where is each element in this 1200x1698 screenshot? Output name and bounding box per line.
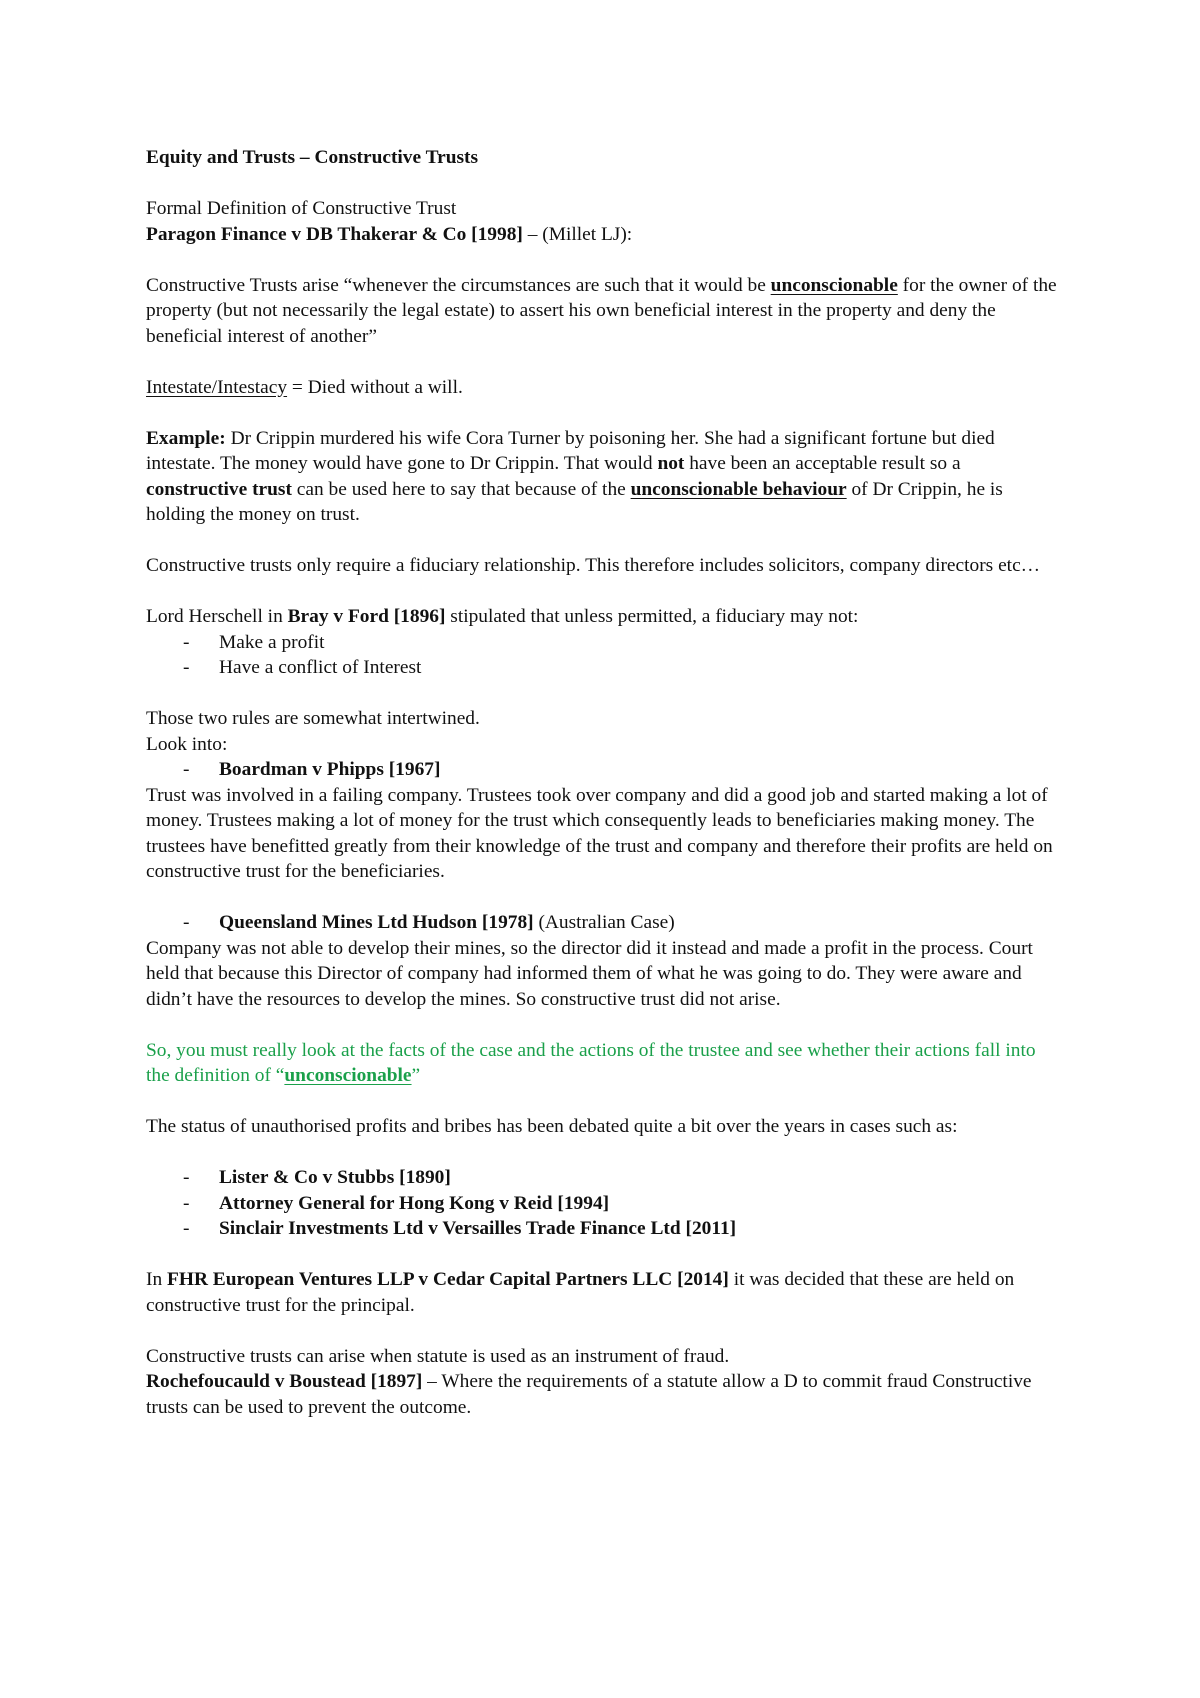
queensland-case-name: Queensland Mines Ltd Hudson [1978] bbox=[219, 912, 534, 933]
paragon-case-line bbox=[146, 222, 1060, 248]
fiduciary-rules-list bbox=[146, 630, 1060, 681]
green-note-key-term: unconscionable bbox=[284, 1065, 412, 1086]
quote-text-2: for the owner of the property (but not necessarily the legal estate) to assert his own beneficial interest in the property and deny the beneficial interest of another” bbox=[146, 274, 1057, 347]
list-item-text: Have a conflict of Interest bbox=[219, 657, 422, 678]
rochefoucauld-case-name: Rochefoucauld v Boustead [1897] bbox=[146, 1371, 423, 1392]
list-item bbox=[146, 1165, 1060, 1191]
example-constructive-trust: constructive trust bbox=[146, 478, 292, 500]
bray-v-ford-case: Bray v Ford [1896] bbox=[287, 606, 446, 627]
green-note bbox=[146, 1038, 1060, 1089]
example-text-3: can be used here to say that because of the bbox=[291, 478, 631, 500]
fhr-paragraph bbox=[146, 1267, 1060, 1318]
list-item-text: Make a profit bbox=[219, 631, 325, 653]
paragon-case-suffix: – (Millet LJ): bbox=[522, 223, 633, 245]
queensland-summary: Company was not able to develop their mines, so the director did it instead and made a profit in the process. Court held that because this Director of company had informed them of what he was going to do. They were aware and didn’t have the resources to develop the mines. So constructive trust did not arise. bbox=[146, 937, 1033, 1010]
herschell-paragraph bbox=[146, 604, 1060, 630]
boardman-case-name: Boardman v Phipps [1967] bbox=[219, 759, 441, 780]
intestate-meaning: = Died without a will. bbox=[287, 376, 463, 398]
definition-quote bbox=[146, 273, 1060, 350]
paragon-case-name: Paragon Finance v DB Thakerar & Co [1998] bbox=[146, 223, 523, 245]
doc-title-text: Equity and Trusts – Constructive Trusts bbox=[146, 147, 479, 168]
list-item bbox=[146, 910, 1060, 936]
green-note-text-1: So, you must really look at the facts of the case and the actions of the trustee and see whether their actions fall into the definition of “ bbox=[146, 1039, 1036, 1086]
case-name: Lister & Co v Stubbs [1890] bbox=[219, 1167, 451, 1188]
case-name: Sinclair Investments Ltd v Versailles Trade Finance Ltd [2011] bbox=[219, 1218, 737, 1239]
intestate-definition bbox=[146, 375, 1060, 401]
dash-bullet: - bbox=[183, 759, 190, 780]
fiduciary-paragraph: Constructive trusts only require a fiduciary relationship. This therefore includes solicitors, company directors etc… bbox=[146, 555, 1041, 576]
look-into-line: Look into: bbox=[146, 733, 228, 755]
dash-bullet: - bbox=[183, 657, 190, 678]
dash-bullet: - bbox=[183, 1192, 190, 1214]
list-item bbox=[146, 630, 1060, 656]
example-not: not bbox=[657, 453, 685, 474]
quote-text-1: Constructive Trusts arise “whenever the circumstances are such that it would be bbox=[146, 274, 771, 296]
intestate-term: Intestate/Intestacy bbox=[146, 376, 288, 398]
green-note-text-2: ” bbox=[411, 1065, 421, 1086]
example-label: Example: bbox=[146, 427, 226, 449]
example-text-1: Dr Crippin murdered his wife Cora Turner by poisoning her. She had a significant fortune but died intestate. The money would have gone to Dr Crippin. That would bbox=[146, 427, 995, 474]
statute-paragraph: Constructive trusts can arise when statute is used as an instrument of fraud. bbox=[146, 1345, 730, 1367]
list-item bbox=[146, 1216, 1060, 1242]
case-name: Attorney General for Hong Kong v Reid [1994] bbox=[219, 1192, 610, 1214]
example-text-2: have been an acceptable result so a bbox=[684, 453, 961, 474]
fhr-case-name: FHR European Ventures LLP v Cedar Capital Partners LLC [2014] bbox=[167, 1269, 729, 1290]
dash-bullet: - bbox=[183, 631, 190, 653]
formal-definition-heading: Formal Definition of Constructive Trust bbox=[146, 198, 457, 219]
quote-key-term: unconscionable bbox=[770, 274, 898, 296]
boardman-heading bbox=[146, 757, 1060, 783]
dash-bullet: - bbox=[183, 912, 190, 933]
herschell-text-2: stipulated that unless permitted, a fiduciary may not: bbox=[445, 606, 859, 627]
fhr-text-2: it was decided that these are held on constructive trust for the principal. bbox=[146, 1269, 1015, 1316]
list-item bbox=[146, 757, 1060, 783]
boardman-summary: Trust was involved in a failing company. Trustees took over company and did a good job and started making a lot of money. Trustees making a lot of money for the trust which consequently leads to beneficiaries making money. The trustees have benefitted greatly from their knowledge of the trust and company and therefore their profits are held on constructive trust for the beneficiaries. bbox=[146, 784, 1053, 882]
status-paragraph: The status of unauthorised profits and bribes has been debated quite a bit over the years in cases such as: bbox=[146, 1116, 958, 1137]
example-unconscionable-behaviour: unconscionable behaviour bbox=[630, 478, 847, 500]
list-item bbox=[146, 655, 1060, 681]
rochefoucauld-paragraph bbox=[146, 1369, 1060, 1420]
list-item bbox=[146, 1191, 1060, 1217]
intertwined-line: Those two rules are somewhat intertwined. bbox=[146, 708, 480, 729]
dash-bullet: - bbox=[183, 1167, 190, 1188]
bribes-cases-list bbox=[146, 1165, 1060, 1242]
queensland-heading bbox=[146, 910, 1060, 936]
fhr-text-1: In bbox=[146, 1269, 168, 1290]
herschell-text-1: Lord Herschell in bbox=[146, 606, 288, 627]
doc-title bbox=[146, 145, 1060, 171]
crippin-example bbox=[146, 426, 1060, 528]
rochefoucauld-text: – Where the requirements of a statute allow a D to commit fraud Constructive trusts can be used to prevent the outcome. bbox=[146, 1371, 1032, 1418]
dash-bullet: - bbox=[183, 1218, 190, 1239]
queensland-note: (Australian Case) bbox=[533, 912, 675, 933]
example-text-4: of Dr Crippin, he is holding the money on trust. bbox=[146, 478, 1003, 525]
